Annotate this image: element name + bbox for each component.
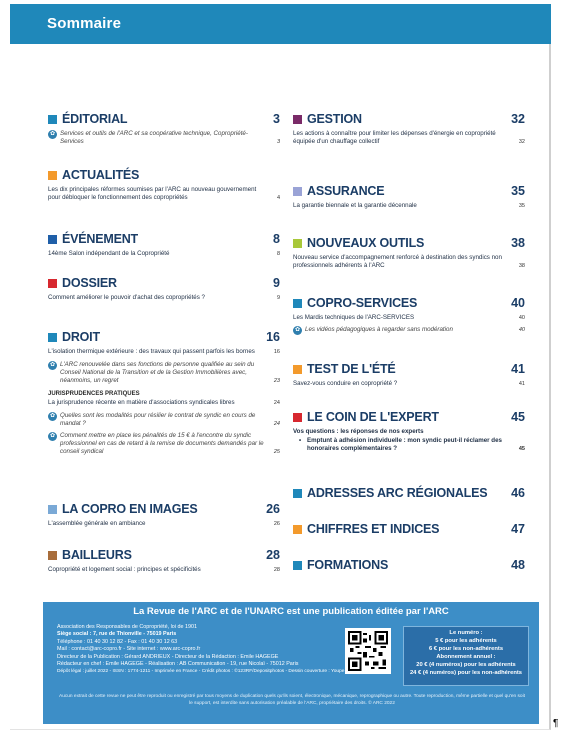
qr-code-icon[interactable] <box>345 628 391 674</box>
toc-entry[interactable]: 14ème Salon indépendant de la Copropriété 8 <box>48 250 280 257</box>
section-title: ÉDITORIAL <box>62 112 128 126</box>
square-bullet-icon <box>293 299 302 308</box>
toc-entry[interactable]: La garantie biennale et la garantie décennale 35 <box>293 202 525 209</box>
section-page: 9 <box>273 276 280 290</box>
section-editorial[interactable] <box>48 112 280 146</box>
square-bullet-icon <box>48 505 57 514</box>
section-title: DOSSIER <box>62 276 117 290</box>
section-gestion[interactable] <box>293 112 525 146</box>
toc-entry[interactable]: Les dix principales réformes soumises par l'ARC au nouveau gouvernement pour débloquer le fonctionnement des copropriétés 4 <box>48 186 280 201</box>
section-page: 45 <box>511 410 525 424</box>
square-bullet-icon <box>293 115 302 124</box>
bullet-icon: • <box>299 438 302 444</box>
section-assurance[interactable] <box>293 184 525 210</box>
copro-services-logo-icon: ✿ <box>49 362 56 368</box>
square-bullet-icon <box>293 561 302 570</box>
section-page: 38 <box>511 236 525 250</box>
section-title: COPRO-SERVICES <box>307 296 418 310</box>
section-chiffres[interactable] <box>293 522 525 538</box>
toc-entry[interactable]: Les actions à connaître pour limiter les dépenses d'énergie en copropriété équipée d'un chauffage collectif 32 <box>293 130 525 145</box>
section-page: 8 <box>273 232 280 246</box>
toc-subentry[interactable]: ✿ Services et outils de l'ARC et sa coopérative technique, Copropriété-Services 3 <box>49 130 280 145</box>
toc-entry[interactable]: Les Mardis techniques de l'ARC-SERVICES 40 <box>293 314 525 321</box>
section-title: ADRESSES ARC RÉGIONALES <box>307 486 488 500</box>
square-bullet-icon <box>48 279 57 288</box>
toc-subentry[interactable]: ✿ L'ARC renouvelée dans ses fonctions de personne qualifiée au sein du Conseil National de la Transition et de la Gestion Immobilières avec, néanmoins, un regret 23 <box>49 361 280 384</box>
section-title: LE COIN DE L'EXPERT <box>307 410 439 424</box>
toc-entry[interactable]: Comment améliorer le pouvoir d'achat des copropriétés ? 9 <box>48 294 280 301</box>
footer-title: La Revue de l'ARC et de l'UNARC est une publication éditée par l'ARC <box>133 606 449 617</box>
toc-page <box>10 4 551 730</box>
section-nouveaux-outils[interactable] <box>293 236 525 270</box>
publisher-footer <box>43 602 539 724</box>
publisher-info: Association des Responsables de Copropriété, loi de 1901 Siège social : 7, rue de Thionville - 75019 Paris Téléphone : 01 40 30 12 82 - Fax : 01 40 30 12 63 Mail : contact@arc-copro.fr - Site internet : www.arc-copro.fr Directeur de la Publication : Gérard ANDRIEUX - Directeur de la Rédaction : Emile HAGEGE Rédacteur en chef : Emile HAGEGE - Réalisation : AB Communication - 19, rue Nicolaï - 75012 Paris Dépôt légal : juillet 2022 - ISSN : 1774-1211 - Imprimée en France - Crédit photos : ©123RF/Depositphotos - Dessin couverture : Youpe <box>57 624 345 675</box>
section-title: CHIFFRES ET INDICES <box>307 522 440 536</box>
section-page: 48 <box>511 558 525 572</box>
section-title: FORMATIONS <box>307 558 389 572</box>
section-evenement[interactable] <box>48 232 280 258</box>
section-title: LA COPRO EN IMAGES <box>62 502 198 516</box>
square-bullet-icon <box>293 365 302 374</box>
price-box: Le numéro : 5 € pour les adhérents 6 € pour les non-adhérents Abonnement annuel : 20 € (4 numéros) pour les adhérents 24 € (4 numéros) pour les non-adhérents <box>403 626 529 686</box>
square-bullet-icon <box>48 333 57 342</box>
section-copro-en-images[interactable] <box>48 502 280 528</box>
section-title: ÉVÉNEMENT <box>62 232 138 246</box>
square-bullet-icon <box>48 235 57 244</box>
toc-entry[interactable]: Copropriété et logement social : principes et spécificités 28 <box>48 566 280 573</box>
section-intro: Vos questions : les réponses de nos experts <box>293 428 424 435</box>
section-droit[interactable] <box>48 330 280 456</box>
section-page: 16 <box>266 330 280 344</box>
toc-entry[interactable]: L'isolation thermique extérieure : des travaux qui passent parfois les bornes 16 <box>48 348 280 355</box>
section-page: 47 <box>511 522 525 536</box>
section-title: GESTION <box>307 112 362 126</box>
square-bullet-icon <box>293 489 302 498</box>
toc-subentry[interactable]: ✿ Les vidéos pédagogiques à regarder sans modération 40 <box>294 326 525 333</box>
section-title: TEST DE L'ÉTÉ <box>307 362 396 376</box>
toc-subentry[interactable]: ✿ Quelles sont les modalités pour résilier le contrat de syndic en cours de mandat ? 24 <box>49 412 280 427</box>
section-formations[interactable] <box>293 558 525 574</box>
toc-entry[interactable]: La jurisprudence récente en matière d'associations syndicales libres 24 <box>48 399 280 406</box>
copro-services-logo-icon: ✿ <box>49 131 56 137</box>
section-title: ASSURANCE <box>307 184 385 198</box>
square-bullet-icon <box>293 525 302 534</box>
square-bullet-icon <box>48 551 57 560</box>
section-page: 32 <box>511 112 525 126</box>
section-page: 26 <box>266 502 280 516</box>
header-bar <box>10 4 551 44</box>
copro-services-logo-icon: ✿ <box>294 327 301 333</box>
section-title: DROIT <box>62 330 100 344</box>
square-bullet-icon <box>293 413 302 422</box>
section-page: 40 <box>511 296 525 310</box>
toc-entry[interactable]: L'assemblée générale en ambiance 26 <box>48 520 280 527</box>
section-page: 35 <box>511 184 525 198</box>
section-title: ACTUALITÉS <box>62 168 140 182</box>
copro-services-logo-icon: ✿ <box>49 433 56 439</box>
legal-notice: Aucun extrait de cette revue ne peut être reproduit ou enregistré par tous moyens de duplication quels qu'ils soient, électronique, mécanique, reprographique ou autre. Toute reproduction, même partielle et quel qu'en soit le support, est interdite sans autorisation préalable de l'ARC, propriétaire des droits. © ARC 2022 <box>59 694 525 706</box>
section-test-ete[interactable] <box>293 362 525 388</box>
pilcrow-mark: ¶ <box>553 718 559 729</box>
toc-entry[interactable]: Nouveau service d'accompagnement renforcé à destination des syndics non professionnels adhérents à l'ARC 38 <box>293 254 525 269</box>
page-title: Sommaire <box>47 15 122 32</box>
section-actualites[interactable] <box>48 168 280 202</box>
square-bullet-icon <box>293 239 302 248</box>
section-bailleurs[interactable] <box>48 548 280 574</box>
toc-entry[interactable]: • Emptunt à adhésion individuelle : mon syndic peut-il réclamer des honoraires complémentaires ? 45 <box>299 437 525 452</box>
copro-services-logo-icon: ✿ <box>49 413 56 419</box>
section-page: 3 <box>273 112 280 126</box>
section-page: 46 <box>511 486 525 500</box>
section-title: BAILLEURS <box>62 548 132 562</box>
section-dossier[interactable] <box>48 276 280 302</box>
section-adresses[interactable] <box>293 486 525 502</box>
section-page: 41 <box>511 362 525 376</box>
toc-entry[interactable]: Savez-vous conduire en copropriété ? 41 <box>293 380 525 387</box>
section-page: 28 <box>266 548 280 562</box>
square-bullet-icon <box>48 171 57 180</box>
toc-subentry[interactable]: ✿ Comment mettre en place les pénalités de 15 € à l'encontre du syndic professionnel en cas de retard à la remise de documents demandés par le conseil syndical 25 <box>49 432 280 455</box>
section-title: NOUVEAUX OUTILS <box>307 236 425 250</box>
subsection-heading: JURISPRUDENCES PRATIQUES <box>48 391 140 397</box>
square-bullet-icon <box>48 115 57 124</box>
section-coin-expert[interactable] <box>293 410 525 453</box>
square-bullet-icon <box>293 187 302 196</box>
section-copro-services[interactable] <box>293 296 525 334</box>
